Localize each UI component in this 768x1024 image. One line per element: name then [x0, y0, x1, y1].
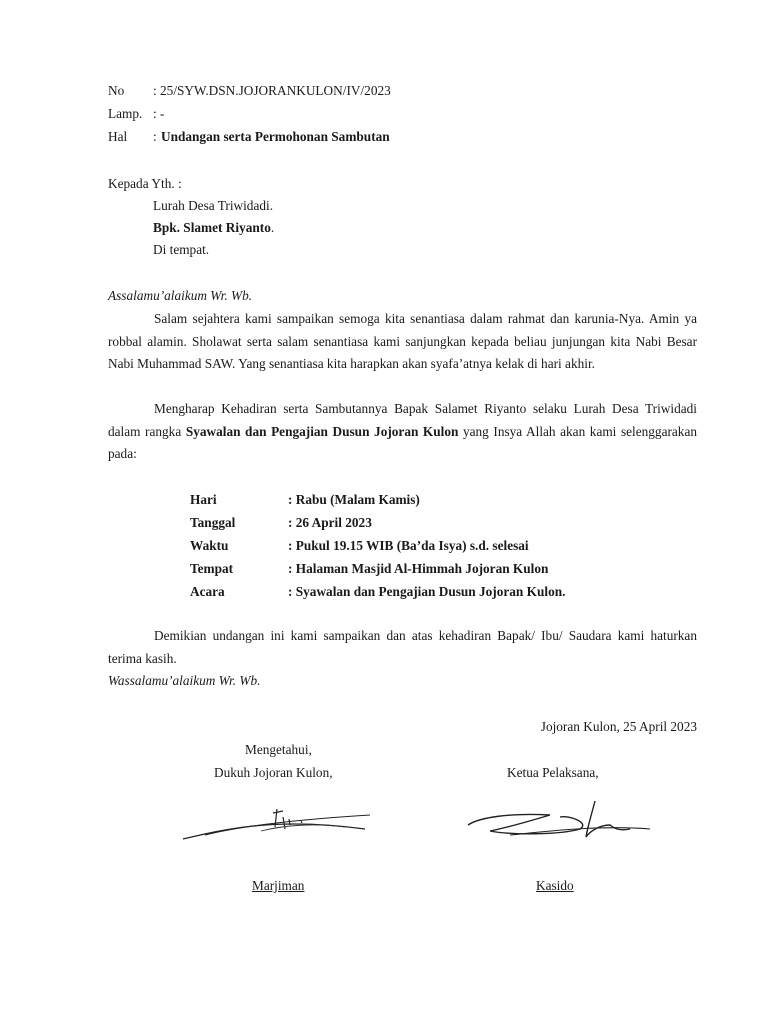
right-signature-image: [450, 795, 672, 845]
letter-number-label: No: [108, 83, 125, 98]
detail-value: : Pukul 19.15 WIB (Ba’da Isya) s.d. selesai: [288, 538, 529, 553]
paragraph-invitation-after: yang Insya Allah akan kami selenggarakan pada:: [108, 423, 697, 461]
paragraph-intro-text: Salam sejahtera kami sampaikan semoga kita senantiasa dalam rahmat dan karunia-Nya. Amin ya robbal alamin. Sholawat serta salam senantiasa kami sanjungkan kepada beliau junjungan kita Nabi Besar Nabi Muhammad SAW. Yang senantiasa kita harapkan akan syafa’atnya kelak di hari akhir.: [108, 311, 697, 371]
opening-greeting: Assalamu’alaikum Wr. Wb.: [108, 288, 253, 303]
recipient-place: Di tempat.: [153, 242, 210, 257]
attachment-value: : -: [153, 106, 165, 121]
paragraph-invitation-before: Mengharap Kehadiran serta Sambutannya Bapak Salamet Riyanto selaku Lurah Desa Triwidadi dalam rangka: [108, 401, 697, 439]
detail-label: Tempat: [190, 561, 234, 576]
paragraph-closing-text: Demikian undangan ini kami sampaikan dan atas kehadiran Bapak/ Ibu/ Saudara kami haturkan terima kasih.: [108, 628, 697, 666]
recipient-position: Lurah Desa Triwidadi.: [153, 198, 274, 213]
letter-number-value: : 25/SYW.DSN.JOJORANKULON/IV/2023: [153, 83, 391, 98]
detail-label: Tanggal: [190, 515, 236, 530]
event-name-bold: Syawalan dan Pengajian Dusun Jojoran Kulon: [185, 423, 459, 439]
closing-greeting: Wassalamu’alaikum Wr. Wb.: [108, 673, 261, 688]
detail-label: Hari: [190, 492, 217, 507]
paragraph-closing: [108, 625, 697, 670]
detail-value: : 26 April 2023: [288, 515, 372, 530]
recipient-heading: Kepada Yth. :: [108, 176, 182, 191]
detail-value: : Rabu (Malam Kamis): [288, 492, 420, 507]
paragraph-intro: [108, 308, 697, 376]
detail-label: Acara: [190, 584, 225, 599]
recipient-name-line: [153, 217, 274, 240]
left-signer-name: Marjiman: [252, 878, 305, 893]
recipient-name: Bpk. Slamet Riyanto: [153, 220, 271, 235]
detail-value: : Halaman Masjid Al-Himmah Jojoran Kulon: [288, 561, 549, 576]
subject-value: Undangan serta Permohonan Sambutan: [161, 129, 390, 144]
paragraph-invitation: [108, 398, 697, 466]
subject-label: Hal: [108, 129, 128, 144]
right-signer-title: Ketua Pelaksana,: [507, 765, 599, 780]
attachment-label: Lamp.: [108, 106, 143, 121]
left-signer-title1: Mengetahui,: [245, 742, 312, 757]
right-signer-name: Kasido: [536, 878, 574, 893]
detail-value: : Syawalan dan Pengajian Dusun Jojoran Kulon.: [288, 584, 566, 599]
place-date: Jojoran Kulon, 25 April 2023: [540, 719, 697, 734]
detail-label: Waktu: [190, 538, 229, 553]
left-signature-image: [165, 795, 379, 845]
subject-colon: :: [153, 129, 157, 144]
left-signer-title2: Dukuh Jojoran Kulon,: [214, 765, 333, 780]
recipient-name-suffix: .: [270, 220, 275, 235]
